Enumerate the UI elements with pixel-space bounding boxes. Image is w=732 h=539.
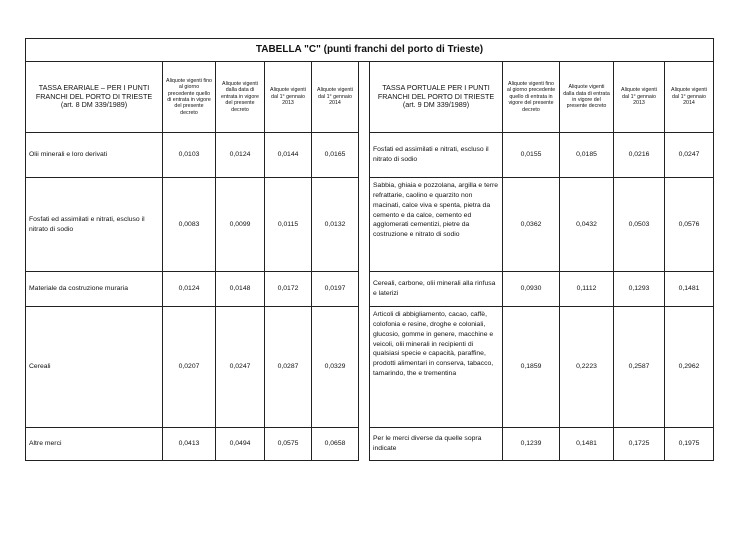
- left-value: 0,0103: [163, 133, 216, 178]
- right-label: Sabbia, ghiaia e pozzolana, argilla e terre refrattarie, caolino e quarzito non macinati, calce viva e spenta, pietra da cemento e da calce, cemento ed agglomerati cementizi, pietre da costruzione e nitrato di sodio: [370, 178, 503, 272]
- right-value: 0,0432: [560, 178, 614, 272]
- left-value: 0,0494: [216, 428, 265, 461]
- right-value: 0,0930: [503, 272, 560, 307]
- right-value: 0,1481: [560, 428, 614, 461]
- left-header-col3: Aliquote vigenti dal 1° gennaio 2013: [265, 62, 312, 133]
- right-value: 0,1725: [614, 428, 665, 461]
- right-label: Articoli di abbigliamento, cacao, caffè, colofonia e resine, droghe e coloniali, glucosio, gomme in genere, macchine e veicoli, olii minerali in recipienti di qualsiasi specie e capacità, paraffine, prodotti alimentari in conserva, tabacco, tamarindo, the e trementina: [370, 307, 503, 428]
- left-value: 0,0247: [216, 307, 265, 428]
- left-value: 0,0172: [265, 272, 312, 307]
- right-value: 0,0216: [614, 133, 665, 178]
- table-row: [26, 272, 714, 307]
- left-label: Altre merci: [26, 428, 163, 461]
- column-gap: [359, 133, 370, 178]
- tariff-table-page: [25, 38, 713, 498]
- right-label: Per le merci diverse da quelle sopra indicate: [370, 428, 503, 461]
- left-value: 0,0132: [312, 178, 359, 272]
- table-row: [26, 133, 714, 178]
- right-value: 0,0362: [503, 178, 560, 272]
- table-row: [26, 307, 714, 428]
- left-label: Olii minerali e loro derivati: [26, 133, 163, 178]
- left-label: Fosfati ed assimilati e nitrati, escluso il nitrato di sodio: [26, 178, 163, 272]
- right-value: 0,1239: [503, 428, 560, 461]
- column-gap: [359, 178, 370, 272]
- left-value: 0,0413: [163, 428, 216, 461]
- right-value: 0,1293: [614, 272, 665, 307]
- right-label: Fosfati ed assimilati e nitrati, escluso il nitrato di sodio: [370, 133, 503, 178]
- right-value: 0,0576: [665, 178, 714, 272]
- left-header-main: TASSA ERARIALE – PER I PUNTI FRANCHI DEL PORTO DI TRIESTE (art. 8 DM 339/1989): [26, 62, 163, 133]
- left-header-col2: Aliquote vigenti dalla data di entrata in vigore del presente decreto: [216, 62, 265, 133]
- right-value: 0,0185: [560, 133, 614, 178]
- left-label: Cereali: [26, 307, 163, 428]
- left-value: 0,0575: [265, 428, 312, 461]
- right-header-col3: Aliquote vigenti dal 1° gennaio 2013: [614, 62, 665, 133]
- left-value: 0,0207: [163, 307, 216, 428]
- right-header-col2: Aliquote vigenti dalla data di entrata in vigore del presente decreto: [560, 62, 614, 133]
- right-label: Cereali, carbone, olii minerali alla rinfusa e laterizi: [370, 272, 503, 307]
- right-header-col4: Aliquote vigenti dal 1° gennaio 2014: [665, 62, 714, 133]
- left-value: 0,0329: [312, 307, 359, 428]
- left-value: 0,0099: [216, 178, 265, 272]
- left-header-col1: Aliquote vigenti fino al giorno precedente quello di entrata in vigore del presente decreto: [163, 62, 216, 133]
- left-value: 0,0165: [312, 133, 359, 178]
- left-header-col4: Aliquote vigenti dal 1° gennaio 2014: [312, 62, 359, 133]
- left-value: 0,0144: [265, 133, 312, 178]
- right-value: 0,1975: [665, 428, 714, 461]
- left-value: 0,0124: [216, 133, 265, 178]
- left-value: 0,0658: [312, 428, 359, 461]
- right-value: 0,1112: [560, 272, 614, 307]
- left-value: 0,0124: [163, 272, 216, 307]
- table-row: [26, 178, 714, 272]
- right-value: 0,1859: [503, 307, 560, 428]
- left-value: 0,0148: [216, 272, 265, 307]
- right-value: 0,0503: [614, 178, 665, 272]
- right-header-col1: Aliquote vigenti fino al giorno precedente quello di entrata in vigore del presente decreto: [503, 62, 560, 133]
- table-row: [26, 428, 714, 461]
- right-header-main: TASSA PORTUALE PER I PUNTI FRANCHI DEL PORTO DI TRIESTE (art. 9 DM 339/1989): [370, 62, 503, 133]
- right-value: 0,0155: [503, 133, 560, 178]
- right-value: 0,2223: [560, 307, 614, 428]
- right-value: 0,2587: [614, 307, 665, 428]
- right-value: 0,0247: [665, 133, 714, 178]
- column-gap: [359, 62, 370, 133]
- table-title: TABELLA "C" (punti franchi del porto di Trieste): [26, 39, 714, 62]
- column-gap: [359, 272, 370, 307]
- tariff-table: [25, 38, 714, 461]
- left-value: 0,0197: [312, 272, 359, 307]
- right-value: 0,1481: [665, 272, 714, 307]
- left-value: 0,0287: [265, 307, 312, 428]
- header-row: [26, 62, 714, 133]
- column-gap: [359, 307, 370, 428]
- column-gap: [359, 428, 370, 461]
- left-value: 0,0083: [163, 178, 216, 272]
- left-label: Materiale da costruzione muraria: [26, 272, 163, 307]
- left-value: 0,0115: [265, 178, 312, 272]
- right-value: 0,2962: [665, 307, 714, 428]
